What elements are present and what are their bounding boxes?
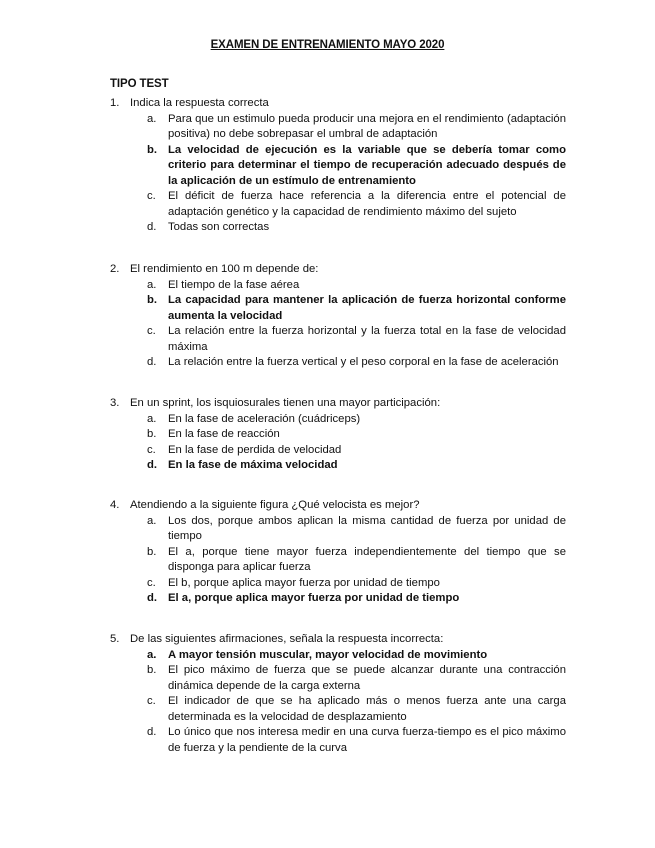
option-a bbox=[110, 112, 566, 143]
option-c bbox=[110, 189, 566, 220]
option-text: Para que un estimulo pueda producir una mejora en el rendimiento (adaptación positiva) no debe sobrepasar el umbral de adaptación bbox=[168, 112, 566, 140]
section-title: TIPO TEST bbox=[110, 78, 169, 90]
option-a bbox=[110, 412, 566, 428]
option-c bbox=[110, 576, 566, 592]
option-text: El pico máximo de fuerza que se puede alcanzar durante una contracción dinámica depende de la carga externa bbox=[168, 664, 566, 692]
option-a-correct bbox=[110, 648, 566, 664]
option-letter: c. bbox=[147, 325, 156, 337]
question-text: Atendiendo a la siguiente figura ¿Qué velocista es mejor? bbox=[130, 499, 420, 511]
option-text: En la fase de perdida de velocidad bbox=[168, 443, 342, 456]
option-list bbox=[110, 648, 566, 757]
option-letter: d. bbox=[147, 221, 157, 233]
option-text: El indicador de que se ha aplicado más o menos fuerza ante una carga determinada es la velocidad de desplazamiento bbox=[168, 695, 566, 723]
option-letter: a. bbox=[147, 112, 157, 125]
option-text: En la fase de aceleración (cuádriceps) bbox=[168, 412, 361, 425]
option-letter: c. bbox=[147, 443, 156, 456]
option-letter: a. bbox=[147, 648, 157, 661]
option-text: La capacidad para mantener la aplicación de fuerza horizontal conforme aumenta la velocidad bbox=[168, 294, 566, 322]
question-text: De las siguientes afirmaciones, señala la respuesta incorrecta: bbox=[130, 633, 444, 645]
question-5 bbox=[110, 632, 566, 756]
option-list bbox=[110, 112, 566, 236]
option-text: El b, porque aplica mayor fuerza por unidad de tiempo bbox=[168, 576, 440, 589]
option-d-correct bbox=[110, 458, 566, 474]
option-letter: b. bbox=[147, 664, 157, 676]
option-text: El a, porque tiene mayor fuerza independientemente del tiempo que se disponga para aplicar fuerza bbox=[168, 545, 566, 573]
option-letter: b. bbox=[147, 428, 157, 440]
option-letter: d. bbox=[147, 726, 157, 738]
option-text: La relación entre la fuerza vertical y el peso corporal en la fase de aceleración bbox=[168, 356, 559, 368]
option-b-correct bbox=[110, 143, 566, 190]
option-letter: d. bbox=[147, 356, 157, 368]
question-2 bbox=[110, 262, 566, 371]
question-number: 5. bbox=[110, 633, 120, 645]
option-b bbox=[110, 427, 566, 443]
option-d-correct bbox=[110, 591, 566, 607]
option-letter: a. bbox=[147, 278, 157, 291]
question-number: 1. bbox=[110, 97, 120, 109]
option-c bbox=[110, 324, 566, 355]
option-d bbox=[110, 725, 566, 756]
question-4 bbox=[110, 498, 566, 607]
option-text: Los dos, porque ambos aplican la misma cantidad de fuerza por unidad de tiempo bbox=[168, 514, 566, 542]
option-list bbox=[110, 278, 566, 371]
option-letter: b. bbox=[147, 294, 158, 306]
option-letter: a. bbox=[147, 412, 157, 425]
option-b bbox=[110, 663, 566, 694]
option-list bbox=[110, 514, 566, 607]
option-text: Todas son correctas bbox=[168, 221, 270, 233]
option-d bbox=[110, 220, 566, 236]
option-letter: b. bbox=[147, 143, 158, 156]
option-letter: c. bbox=[147, 576, 156, 589]
option-text: A mayor tensión muscular, mayor velocidad de movimiento bbox=[168, 648, 488, 661]
question-text: El rendimiento en 100 m depende de: bbox=[130, 263, 319, 275]
option-letter: a. bbox=[147, 514, 157, 527]
question-header bbox=[110, 498, 566, 514]
option-d bbox=[110, 355, 566, 371]
question-3 bbox=[110, 396, 566, 474]
question-number: 3. bbox=[110, 397, 120, 409]
option-text: El tiempo de la fase aérea bbox=[168, 278, 300, 291]
question-text: Indica la respuesta correcta bbox=[130, 97, 269, 109]
option-text: En la fase de máxima velocidad bbox=[168, 459, 338, 471]
option-text: El a, porque aplica mayor fuerza por unidad de tiempo bbox=[168, 592, 460, 604]
question-header bbox=[110, 396, 566, 412]
option-letter: c. bbox=[147, 190, 156, 202]
question-number: 2. bbox=[110, 263, 120, 275]
document-title: EXAMEN DE ENTRENAMIENTO MAYO 2020 bbox=[210, 39, 445, 51]
question-text: En un sprint, los isquiosurales tienen una mayor participación: bbox=[130, 397, 441, 409]
option-b bbox=[110, 545, 566, 576]
option-text: La velocidad de ejecución es la variable que se debería tomar como criterio para determinar el tiempo de recuperación adecuado después de la aplicación de un estímulo de entrenamiento bbox=[168, 143, 566, 187]
option-list bbox=[110, 412, 566, 474]
option-letter: c. bbox=[147, 695, 156, 707]
option-text: La relación entre la fuerza horizontal y la fuerza total en la fase de velocidad máxima bbox=[168, 325, 566, 353]
option-text: El déficit de fuerza hace referencia a la diferencia entre el potencial de adaptación genético y la capacidad de rendimiento máximo del sujeto bbox=[168, 190, 566, 218]
option-a bbox=[110, 514, 566, 545]
option-letter: d. bbox=[147, 592, 158, 604]
question-number: 4. bbox=[110, 499, 120, 511]
option-b-correct bbox=[110, 293, 566, 324]
question-1 bbox=[110, 96, 566, 236]
option-c bbox=[110, 694, 566, 725]
option-letter: b. bbox=[147, 545, 157, 558]
option-letter: d. bbox=[147, 459, 158, 471]
question-header bbox=[110, 262, 566, 278]
question-header bbox=[110, 632, 566, 648]
option-c bbox=[110, 443, 566, 459]
option-text: En la fase de reacción bbox=[168, 428, 280, 440]
question-header bbox=[110, 96, 566, 112]
option-text: Lo único que nos interesa medir en una curva fuerza-tiempo es el pico máximo de fuerza y la pendiente de la curva bbox=[168, 726, 566, 754]
option-a bbox=[110, 278, 566, 294]
